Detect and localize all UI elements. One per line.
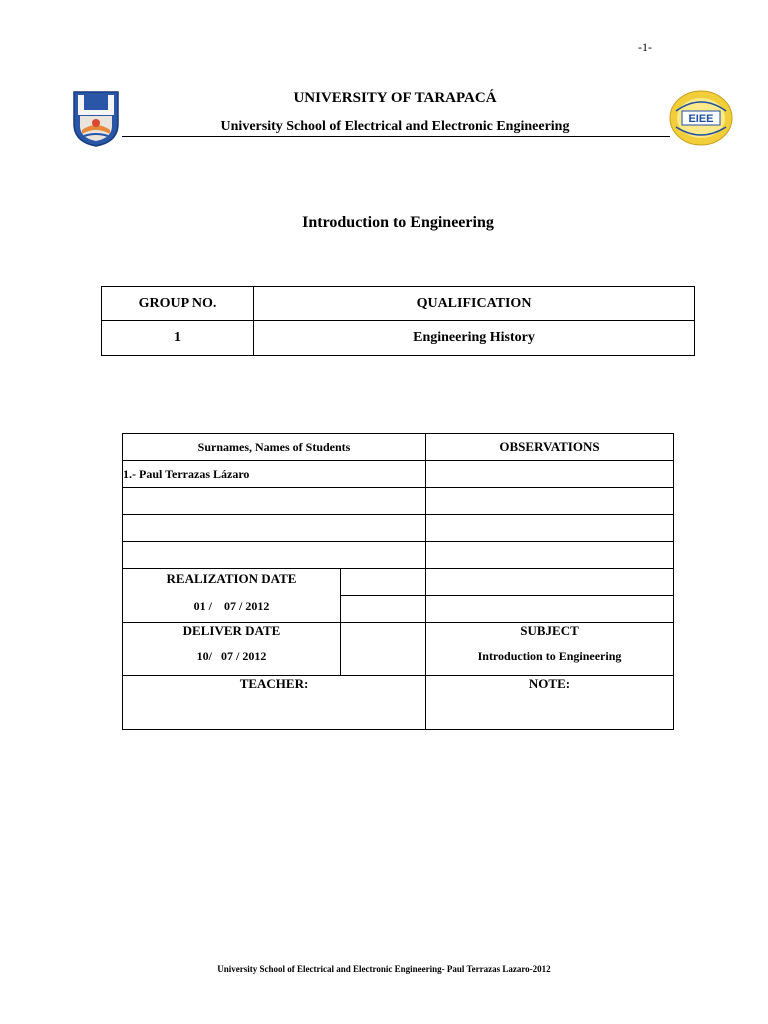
realization-date-cell xyxy=(123,569,341,623)
subject-value: Introduction to Engineering xyxy=(477,649,622,663)
student-row xyxy=(123,515,426,542)
subject-cell xyxy=(426,623,674,676)
note-cell: NOTE: xyxy=(426,676,674,730)
teacher-cell: TEACHER: xyxy=(123,676,426,730)
group-number: 1 xyxy=(102,321,254,356)
student-row xyxy=(123,542,426,569)
observation-cell xyxy=(426,488,674,515)
qualification-header: QUALIFICATION xyxy=(254,287,695,321)
observations-header: OBSERVATIONS xyxy=(426,434,674,461)
students-header: Surnames, Names of Students xyxy=(123,434,426,461)
subject-label: SUBJECT xyxy=(520,623,579,638)
student-row: 1.- Paul Terrazas Lázaro xyxy=(123,461,426,488)
header-divider xyxy=(122,136,670,137)
qualification-value: Engineering History xyxy=(254,321,695,356)
observation-cell xyxy=(426,461,674,488)
group-table xyxy=(101,286,695,356)
page-footer: University School of Electrical and Electronic Engineering- Paul Terrazas Lazaro-2012 xyxy=(217,964,551,974)
students-table xyxy=(122,433,674,730)
student-row xyxy=(123,488,426,515)
observation-cell xyxy=(426,515,674,542)
realization-empty-cell xyxy=(341,569,426,596)
course-title: Introduction to Engineering xyxy=(302,214,494,231)
realization-date-label: REALIZATION DATE xyxy=(166,571,297,586)
deliver-date-label: DELIVER DATE xyxy=(182,623,281,638)
university-title: UNIVERSITY OF TARAPACÁ xyxy=(293,90,497,106)
deliver-date-value: 10/ 07 / 2012 xyxy=(196,649,267,663)
observation-cell xyxy=(426,569,674,596)
page-number: -1- xyxy=(638,40,652,54)
deliver-date-cell xyxy=(123,623,341,676)
realization-date-value: 01 / 07 / 2012 xyxy=(193,599,270,613)
observation-cell xyxy=(426,542,674,569)
deliver-empty-cell xyxy=(341,623,426,676)
observation-cell xyxy=(426,596,674,623)
group-header: GROUP NO. xyxy=(102,287,254,321)
realization-empty-cell xyxy=(341,596,426,623)
svg-text:EIEE: EIEE xyxy=(688,113,714,125)
school-title: University School of Electrical and Electronic Engineering xyxy=(220,119,570,134)
